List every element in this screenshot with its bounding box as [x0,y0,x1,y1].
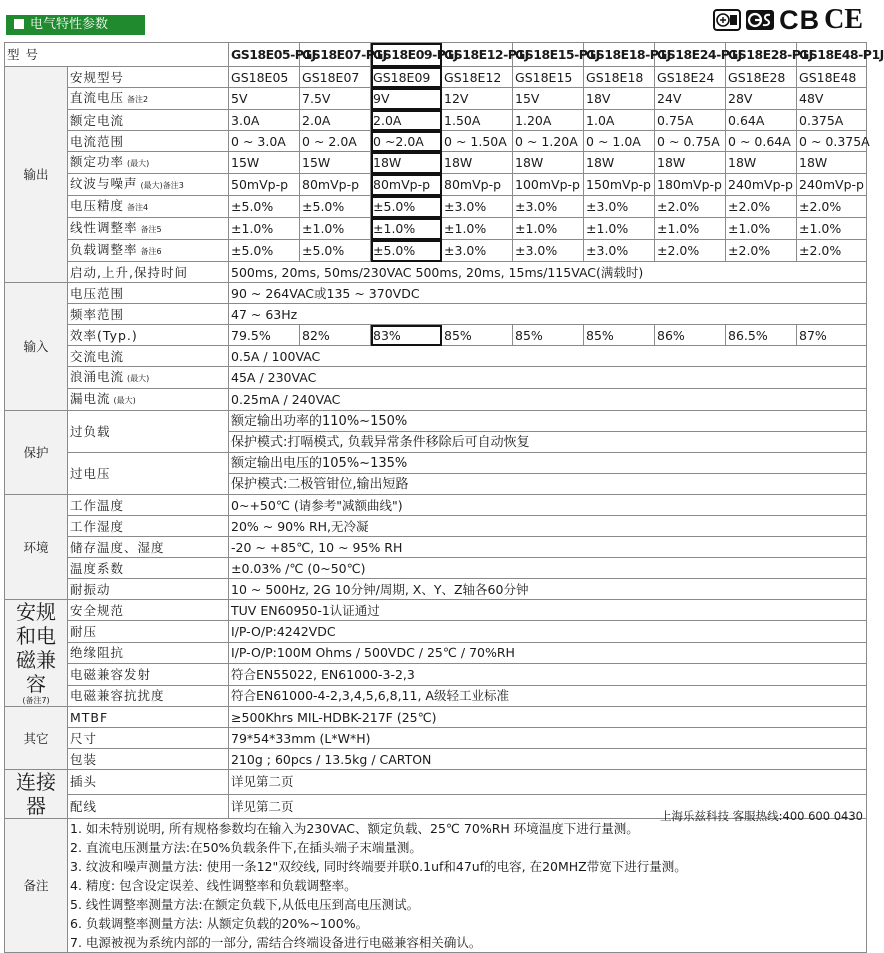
remark-line: 3. 纹波和噪声测量方法: 使用一条12"双绞线, 同时终端要并联0.1uf和47uf的电容, 在20MHZ带宽下进行量测。 [70,859,687,874]
output-value: 80mVp-p [300,174,371,196]
output-row [5,131,867,152]
safety-mark-icon [713,9,741,31]
row-label-text: 过负载 [70,424,111,439]
output-value: ±3.0% [442,240,513,262]
output-row [5,110,867,131]
row-label [68,495,229,516]
safety-value: 符合EN61000-4-2,3,4,5,6,8,11, A级轻工业标准 [229,685,867,706]
group-connector [5,770,68,819]
output-value: 0.375A [797,110,867,131]
model-header: GS18E48-P1J [797,43,867,67]
row-label-text: 电磁兼容抗扰度 [70,688,165,704]
output-value: GS18E18 [584,67,655,88]
output-value: 0 ~ 1.20A [513,131,584,152]
row-label [68,174,229,196]
connector-value: 详见第二页 [229,794,867,819]
protection-value: 额定输出功率的110%~150% [229,411,867,432]
output-value: 0 ~ 1.50A [442,131,513,152]
output-value: ±5.0% [371,240,442,262]
connector-value: 详见第二页 [229,770,867,795]
gs-mark-icon [745,9,775,31]
output-value: ±3.0% [584,240,655,262]
group-input: 输入 [5,283,68,411]
group-protection: 保护 [5,411,68,495]
output-value: 0 ~ 3.0A [229,131,300,152]
protection-row [5,411,867,432]
environment-row [5,558,867,579]
group-remarks: 备注 [5,819,68,953]
environment-row [5,516,867,537]
protection-row [5,453,867,474]
output-value: 18W [655,152,726,174]
row-label [68,664,229,685]
output-value: 18W [797,152,867,174]
output-row [5,67,867,88]
row-label [68,304,229,325]
efficiency-value: 85% [442,325,513,346]
row-label-note: (最大)备注3 [140,181,184,190]
input-row [5,367,867,389]
row-label-text: 漏电流 [70,391,111,406]
group-label: 环境 [23,539,49,555]
row-label-text: 纹波与噪声 [70,176,138,191]
row-label-text: 浪涌电流 [70,369,125,384]
environment-row [5,537,867,558]
connector-row [5,770,867,795]
output-value: 0 ~ 2.0A [300,131,371,152]
row-label [68,346,229,367]
row-label-text: 温度系数 [70,560,125,576]
row-label-text: 耐压 [70,624,98,640]
output-value: ±2.0% [655,196,726,218]
row-label-note: 备注4 [127,203,149,212]
output-value: GS18E15 [513,67,584,88]
others-value: ≥500Khrs MIL-HDBK-217F (25℃) [229,707,867,728]
row-label-text: 负载调整率 [70,242,138,257]
output-row [5,196,867,218]
output-value: ±1.0% [584,218,655,240]
ce-mark: CE [824,4,863,35]
output-value: 18W [726,152,797,174]
model-header: GS18E18-P1J [584,43,655,67]
efficiency-value: 85% [513,325,584,346]
output-value: 0 ~2.0A [371,131,442,152]
row-label-text: 电压精度 [70,198,125,213]
output-value: GS18E48 [797,67,867,88]
model-header: GS18E05-P1J [229,43,300,67]
row-label-note: 备注5 [140,225,162,234]
output-value: 0 ~ 0.375A [797,131,867,152]
row-label [68,88,229,110]
output-row [5,174,867,196]
safety-row [5,664,867,685]
row-label [68,67,229,88]
output-value: 5V [229,88,300,110]
output-value: ±2.0% [726,240,797,262]
model-header: GS18E24-P1J [655,43,726,67]
output-value: ±2.0% [797,240,867,262]
row-label [68,110,229,131]
safety-row [5,621,867,642]
output-row [5,218,867,240]
model-header-selected: GS18E09-P1J [371,43,442,67]
output-value: 0 ~ 0.64A [726,131,797,152]
timing-value: 500ms, 20ms, 50ms/230VAC 500ms, 20ms, 15ms/115VAC(满载时) [229,262,867,283]
output-value: ±2.0% [655,240,726,262]
row-label-text: 额定功率 [70,154,125,169]
safety-row [5,685,867,706]
output-value: ±1.0% [371,218,442,240]
others-row [5,749,867,770]
row-label-text: 安规型号 [70,69,125,85]
efficiency-value: 82% [300,325,371,346]
output-value: 50mVp-p [229,174,300,196]
output-value: 18V [584,88,655,110]
row-label [68,685,229,706]
output-value: 28V [726,88,797,110]
row-label-text: 效率(Typ.) [70,327,138,343]
output-value: 9V [371,88,442,110]
output-value: GS18E28 [726,67,797,88]
header [0,0,871,40]
row-label [68,600,229,621]
output-value: ±5.0% [229,240,300,262]
output-row [5,240,867,262]
input-value: 90 ~ 264VAC或135 ~ 370VDC [229,283,867,304]
output-value: ±5.0% [229,196,300,218]
model-row [5,43,867,67]
output-value: 1.0A [584,110,655,131]
output-row [5,262,867,283]
output-row [5,152,867,174]
output-value: 240mVp-p [726,174,797,196]
row-label [68,558,229,579]
output-value: ±5.0% [371,196,442,218]
output-value: 0 ~ 1.0A [584,131,655,152]
others-value: 210g ; 60pcs / 13.5kg / CARTON [229,749,867,770]
output-value: 0.75A [655,110,726,131]
output-value: 0 ~ 0.75A [655,131,726,152]
output-value: ±1.0% [513,218,584,240]
output-value: 80mVp-p [371,174,442,196]
row-label [68,262,229,283]
row-label-text: 直流电压 [70,90,125,105]
output-value: ±3.0% [442,196,513,218]
output-value: 100mVp-p [513,174,584,196]
group-others [5,707,68,770]
group-label: 连接器 [16,770,56,818]
environment-value: 10 ~ 500Hz, 2G 10分钟/周期, X、Y、Z轴各60分钟 [229,579,867,600]
output-value: ±3.0% [513,196,584,218]
environment-value: ±0.03% /℃ (0~50℃) [229,558,867,579]
input-row [5,325,867,346]
row-label-text: 电流范围 [70,133,125,149]
output-value: 15V [513,88,584,110]
output-value: 0.64A [726,110,797,131]
output-value: GS18E24 [655,67,726,88]
output-value: 150mVp-p [584,174,655,196]
row-label-text: MTBF [70,709,109,725]
row-label [68,240,229,262]
remark-line: 7. 电源被视为系统内部的一部分, 需结合终端设备进行电磁兼容相关确认。 [70,935,482,950]
row-label [68,794,229,819]
row-label [68,728,229,749]
output-value: GS18E05 [229,67,300,88]
output-value: 2.0A [300,110,371,131]
row-label-text: 绝缘阻抗 [70,645,125,661]
section-title: 电气特性参数 [6,15,145,35]
environment-value: -20 ~ +85℃, 10 ~ 95% RH [229,537,867,558]
others-value: 79*54*33mm (L*W*H) [229,728,867,749]
output-value: ±1.0% [726,218,797,240]
row-label-text: 插头 [70,774,98,790]
output-value: 18W [513,152,584,174]
output-value: 48V [797,88,867,110]
output-value: ±1.0% [229,218,300,240]
protection-value: 保护模式:打嗝模式, 负载异常条件移除后可自动恢复 [229,432,867,453]
output-value: ±2.0% [726,196,797,218]
output-value: ±5.0% [300,240,371,262]
output-value: 12V [442,88,513,110]
output-value: GS18E12 [442,67,513,88]
row-label-text: 线性调整率 [70,220,138,235]
row-label [68,389,229,411]
safety-value: I/P-O/P:4242VDC [229,621,867,642]
row-label-text: 额定电流 [70,112,125,128]
protection-value: 额定输出电压的105%~135% [229,453,867,474]
output-value: 7.5V [300,88,371,110]
group-safety [5,600,68,707]
remark-line: 5. 线性调整率测量方法:在额定负载下,从低电压到高电压测试。 [70,897,420,912]
output-value: 180mVp-p [655,174,726,196]
safety-value: TUV EN60950-1认证通过 [229,600,867,621]
safety-row [5,600,867,621]
row-label-text: 启动,上升,保持时间 [70,264,188,280]
row-label-note: (最大) [127,159,150,168]
row-label [68,367,229,389]
output-value: 24V [655,88,726,110]
output-value: ±3.0% [584,196,655,218]
input-value: 45A / 230VAC [229,367,867,389]
model-label: 型号 [5,43,229,67]
output-value: 1.50A [442,110,513,131]
remarks-row [5,819,867,953]
row-label-text: 工作温度 [70,497,125,513]
input-value: 0.5A / 100VAC [229,346,867,367]
output-value: 18W [371,152,442,174]
efficiency-value: 87% [797,325,867,346]
efficiency-value: 85% [584,325,655,346]
output-value: 80mVp-p [442,174,513,196]
row-label-text: 尺寸 [70,730,98,746]
input-value: 47 ~ 63Hz [229,304,867,325]
row-label-text: 电压范围 [70,285,125,301]
output-value: ±1.0% [300,218,371,240]
row-label-note: (最大) [113,396,136,405]
row-label [68,218,229,240]
output-value: GS18E09 [371,67,442,88]
others-row [5,728,867,749]
safety-row [5,642,867,663]
output-value: 18W [442,152,513,174]
model-header: GS18E12-P1J [442,43,513,67]
row-label [68,325,229,346]
row-label [68,453,229,495]
group-label: 安规和电磁兼容 [16,600,56,696]
output-value: ±1.0% [655,218,726,240]
row-label [68,196,229,218]
environment-row [5,579,867,600]
row-label [68,152,229,174]
output-value: GS18E07 [300,67,371,88]
row-label-text: 频率范围 [70,306,125,322]
row-label [68,642,229,663]
group-environment [5,495,68,600]
output-value: 15W [229,152,300,174]
environment-row [5,495,867,516]
remarks-notes [68,819,867,953]
input-value: 0.25mA / 240VAC [229,389,867,411]
row-label [68,411,229,453]
output-value: 240mVp-p [797,174,867,196]
output-value: ±3.0% [513,240,584,262]
output-value: ±5.0% [300,196,371,218]
input-row [5,346,867,367]
row-label [68,707,229,728]
efficiency-value: 83% [371,325,442,346]
safety-value: 符合EN55022, EN61000-3-2,3 [229,664,867,685]
model-header: GS18E28-P1J [726,43,797,67]
input-row [5,304,867,325]
group-label: 其它 [23,730,49,746]
remark-line: 1. 如未特别说明, 所有规格参数均在输入为230VAC、额定负载、25℃ 70%RH 环境温度下进行量测。 [70,821,639,836]
row-label-note: 备注6 [140,247,162,256]
row-label-text: 电磁兼容发射 [70,666,152,682]
efficiency-value: 86% [655,325,726,346]
row-label [68,749,229,770]
square-bullet-icon [14,19,24,29]
environment-value: 20% ~ 90% RH,无冷凝 [229,516,867,537]
row-label-text: 耐振动 [70,581,111,597]
safety-value: I/P-O/P:100M Ohms / 500VDC / 25℃ / 70%RH [229,642,867,663]
group-output: 输出 [5,67,68,283]
remark-line: 2. 直流电压测量方法:在50%负载条件下,在插头端子末端量测。 [70,840,422,855]
service-hotline: 上海乐兹科技 客服热线:400 600 0430 [659,809,863,823]
model-header: GS18E15-P1J [513,43,584,67]
output-value: 1.20A [513,110,584,131]
remark-line: 6. 负载调整率测量方法: 从额定负载的20%~100%。 [70,916,369,931]
certification-logos [713,4,863,36]
row-label [68,537,229,558]
output-value: 2.0A [371,110,442,131]
output-value: ±2.0% [797,196,867,218]
protection-value: 保护模式:二极管钳位,输出短路 [229,474,867,495]
input-row [5,389,867,411]
efficiency-value: 79.5% [229,325,300,346]
row-label-text: 配线 [70,798,98,814]
row-label [68,516,229,537]
output-value: ±1.0% [442,218,513,240]
row-label [68,621,229,642]
cb-mark: CB [779,4,821,35]
others-row [5,707,867,728]
row-label [68,770,229,795]
row-label-note: 备注2 [127,95,149,104]
environment-value: 0~+50℃ (请参考"减额曲线") [229,495,867,516]
row-label [68,131,229,152]
output-row [5,88,867,110]
output-value: ±1.0% [797,218,867,240]
output-value: 18W [584,152,655,174]
row-label-text: 过电压 [70,466,111,481]
row-label-note: (最大) [127,374,150,383]
row-label [68,579,229,600]
row-label-text: 安全规范 [70,602,125,618]
row-label-text: 交流电流 [70,348,125,364]
input-row [5,283,867,304]
efficiency-value: 86.5% [726,325,797,346]
group-note: (备注7) [22,696,50,705]
row-label-text: 包装 [70,751,98,767]
model-header: GS18E07-P1J [300,43,371,67]
output-value: 15W [300,152,371,174]
remark-line: 4. 精度: 包含设定误差、线性调整率和负载调整率。 [70,878,357,893]
row-label-text: 储存温度、湿度 [70,539,165,555]
row-label-text: 工作湿度 [70,518,125,534]
output-value: 3.0A [229,110,300,131]
row-label [68,283,229,304]
